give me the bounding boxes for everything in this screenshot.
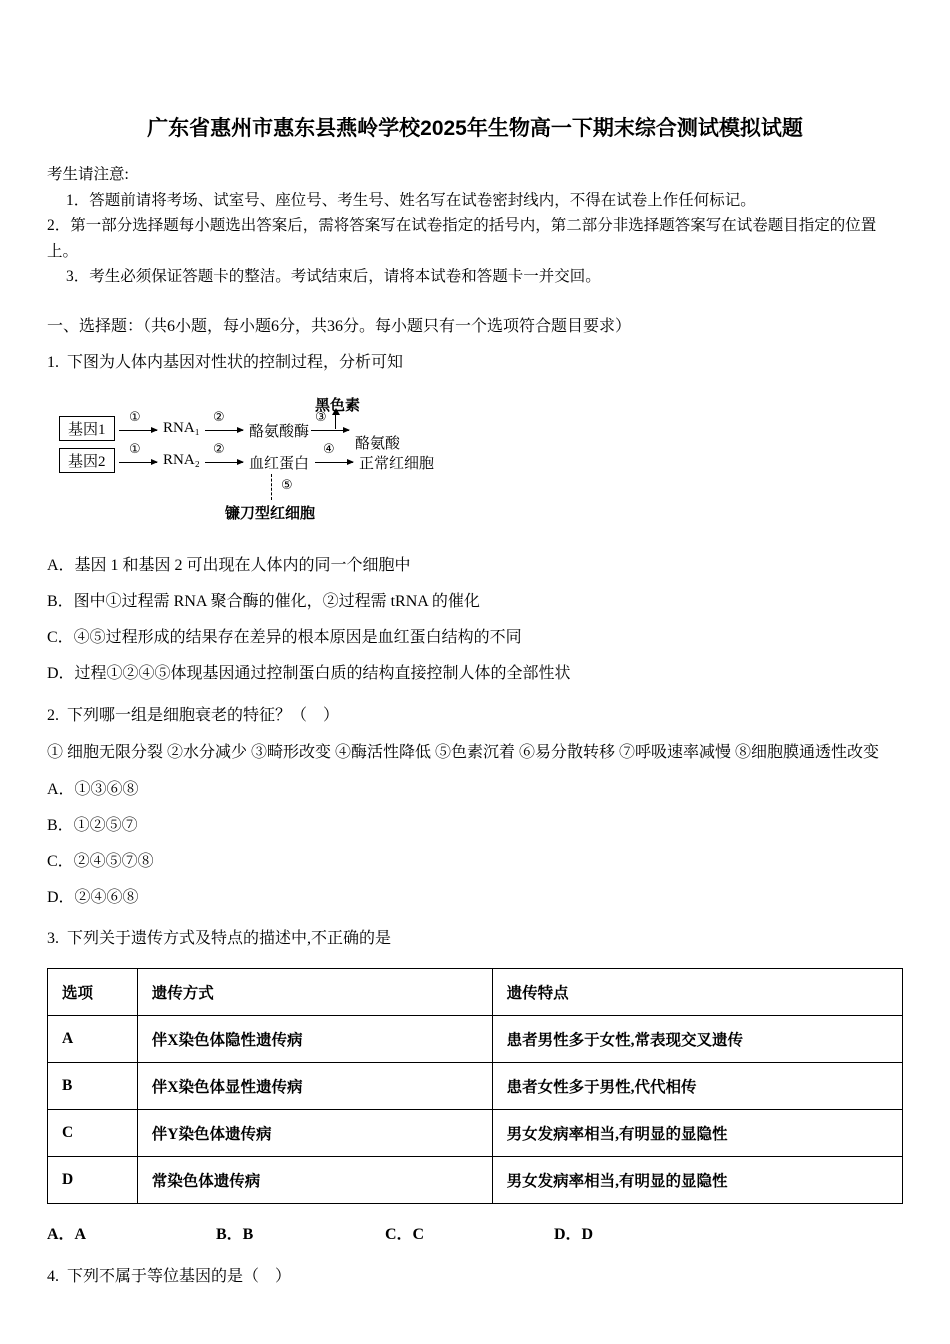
question-3-number: 3. [47,929,59,947]
arrow-right-icon [315,462,353,463]
inheritance-pattern-table [47,968,903,1204]
table-cell: 伴X染色体显性遗传病 [137,1062,492,1109]
diagram-gene1-box: 基因1 [59,416,115,441]
diagram-enzyme-label: 酪氨酸酶 [249,423,310,440]
diagram-step-2b-label: ② [213,441,225,457]
gene-trait-control-diagram [59,394,599,526]
question-1-stem [47,346,903,380]
diagram-sickle-cell-label: 镰刀型红细胞 [225,505,316,522]
notice-section [47,162,903,290]
arrow-right-icon [205,462,243,463]
section-1-heading: 一、选择题：（共6小题，每小题6分，共36分。每小题只有一个选项符合题目要求） [47,317,632,335]
diagram-step-2-label: ② [213,409,225,425]
table-cell: 男女发病率相当,有明显的显隐性 [492,1109,902,1156]
question-2-stem [47,698,903,734]
question-1-number: 1. [47,353,59,371]
table-header-row [48,968,903,1015]
q2-option-a: A．①③⑥⑧ [47,780,139,798]
table-cell: D [48,1156,138,1203]
table-header-trait: 遗传特点 [492,968,902,1015]
diagram-normal-cell-label: 正常红细胞 [359,455,435,472]
q3-answer-b: B．B [216,1225,254,1243]
q1-option-d: D．过程①②④⑤体现基因通过控制蛋白质的结构直接控制人体的全部性状 [47,664,571,682]
table-row [48,1062,903,1109]
q1-option-a: A．基因 1 和基因 2 可出现在人体内的同一个细胞中 [47,556,411,574]
question-2-text: 下列哪一组是细胞衰老的特征？（ ） [67,706,340,724]
diagram-hemoglobin-label: 血红蛋白 [249,455,310,472]
diagram-rna2-label: RNA₂ [163,451,200,468]
diagram-rna1-label: RNA₁ [163,419,200,436]
page-title: 广东省惠州市惠东县燕岭学校2025年生物高一下期末综合测试模拟试题 [147,117,803,140]
table-row [48,1015,903,1062]
table-cell: 伴Y染色体遗传病 [137,1109,492,1156]
table-header-mode: 遗传方式 [137,968,492,1015]
table-cell: 患者男性多于女性,常表现交叉遗传 [492,1015,902,1062]
notice-item-3: 3．考生必须保证答题卡的整洁。考试结束后，请将本试卷和答题卡一并交回。 [66,268,601,285]
question-4 [47,1260,903,1294]
q2-option-b: B．①②⑤⑦ [47,816,138,834]
arrow-up-icon [335,414,336,429]
diagram-step-5-label: ⑤ [281,477,293,493]
question-3-text: 下列关于遗传方式及特点的描述中,不正确的是 [67,929,392,947]
question-2 [47,698,903,916]
table-cell: 伴X染色体隐性遗传病 [137,1015,492,1062]
question-3-stem [47,922,903,956]
table-cell: 患者女性多于男性,代代相传 [492,1062,902,1109]
question-2-number: 2. [47,706,59,724]
arrow-right-icon [119,430,157,431]
notice-item-2: 2．第一部分选择题每小题选出答案后，需将答案写在试卷指定的括号内，第二部分非选择题答案写在试卷题目指定的位置上。 [47,217,877,260]
diagram-step-3-label: ③ [315,409,327,425]
diagram-gene2-box: 基因2 [59,448,115,473]
table-header-option: 选项 [48,968,138,1015]
question-4-stem [47,1260,903,1294]
table-cell: 男女发病率相当,有明显的显隐性 [492,1156,902,1203]
diagram-step-4-label: ④ [323,441,335,457]
table-cell: A [48,1015,138,1062]
arrow-right-icon [205,430,243,431]
question-4-text: 下列不属于等位基因的是（ ） [67,1267,292,1285]
question-2-feature-list: ① 细胞无限分裂 ②水分减少 ③畸形改变 ④酶活性降低 ⑤色素沉着 ⑥易分散转移 ⑦呼吸速率减慢 ⑧细胞膜通透性改变 [47,743,880,761]
q2-option-c: C．②④⑤⑦⑧ [47,852,154,870]
notice-item-1: 1．答题前请将考场、试室号、座位号、考生号、姓名写在试卷密封线内，不得在试卷上作任何标记。 [66,191,756,209]
arrow-right-icon [119,462,157,463]
diagram-tyrosine-label: 酪氨酸 [355,435,401,452]
question-4-number: 4. [47,1267,59,1285]
q3-answer-row [47,1222,903,1248]
q3-answer-c: C．C [385,1225,425,1243]
table-cell: C [48,1109,138,1156]
q3-answer-d: D．D [554,1225,594,1243]
table-row [48,1156,903,1203]
arrow-right-icon [311,430,349,431]
q1-option-c: C．④⑤过程形成的结果存在差异的根本原因是血红蛋白结构的不同 [47,628,522,646]
q3-answer-a: A．A [47,1225,87,1243]
dashed-line-icon [271,474,272,500]
diagram-step-1b-label: ① [129,441,141,457]
diagram-melanin-label: 黑色素 [315,397,361,414]
q1-option-b: B．图中①过程需 RNA 聚合酶的催化，②过程需 tRNA 的催化 [47,592,480,610]
notice-heading: 考生请注意: [47,166,129,183]
diagram-step-1-label: ① [129,409,141,425]
q2-option-d: D．②④⑥⑧ [47,888,139,906]
table-cell: B [48,1062,138,1109]
table-cell: 常染色体遗传病 [137,1156,492,1203]
question-1-text: 下图为人体内基因对性状的控制过程，分析可知 [67,353,404,371]
question-3 [47,922,903,1248]
question-1 [47,346,903,692]
table-row [48,1109,903,1156]
